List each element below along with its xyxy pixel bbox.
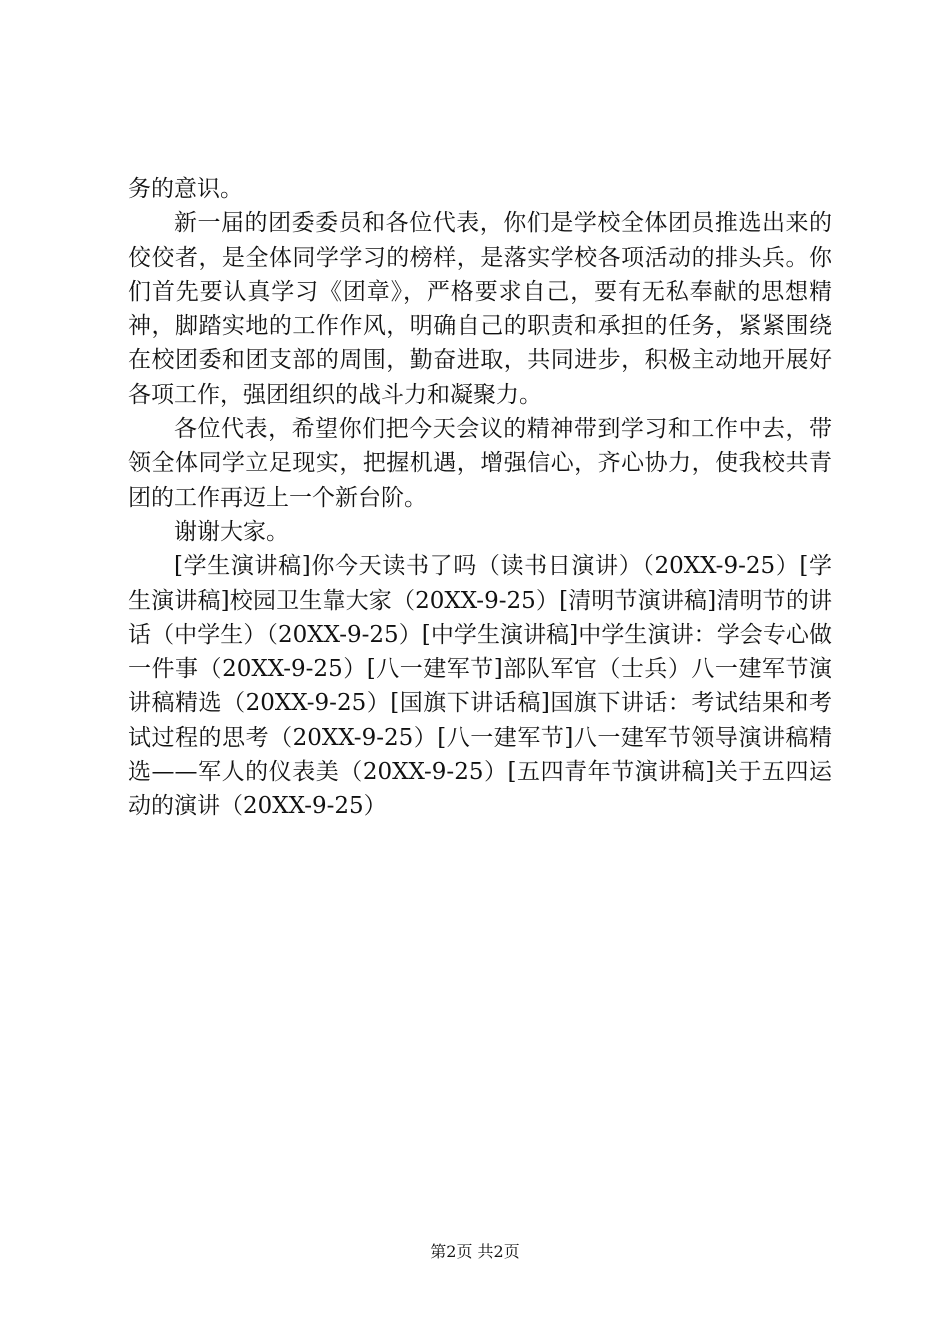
paragraph-representatives: 各位代表，希望你们把今天会议的精神带到学习和工作中去，带领全体同学立足现实，把握机遇，增强信心，齐心协力，使我校共青团的工作再迈上一个新台阶。 bbox=[128, 416, 832, 511]
document-body bbox=[128, 172, 832, 824]
page-footer: 第2页 共2页 bbox=[430, 1242, 520, 1261]
paragraph-thanks: 谢谢大家。 bbox=[174, 518, 289, 545]
paragraph-committee-members: 新一届的团委委员和各位代表，你们是学校全体团员推选出来的佼佼者，是全体同学学习的榜样，是落实学校各项活动的排头兵。你们首先要认真学习《团章》，严格要求自己，要有无私奉献的思想精神，脚踏实地的工作作风，明确自己的职责和承担的任务，紧紧围绕在校团委和团支部的周围，勤奋进取，共同进步，积极主动地开展好各项工作，强团组织的战斗力和凝聚力。 bbox=[128, 210, 832, 408]
paragraph-related-articles: [学生演讲稿]你今天读书了吗（读书日演讲）（20XX-9-25）[学生演讲稿]校园卫生靠大家（20XX-9-25）[清明节演讲稿]清明节的讲话（中学生）（20XX-9-25）[中学生演讲稿]中学生演讲：学会专心做一件事（20XX-9-25）[八一建军节]部队军官（士兵）八一建军节演讲稿精选（20XX-9-25）[国旗下讲话稿]国旗下讲话：考试结果和考试过程的思考（20XX-9-25）[八一建军节]八一建军节领导演讲稿精选——军人的仪表美（20XX-9-25）[五四青年节演讲稿]关于五四运动的演讲（20XX-9-25） bbox=[128, 553, 832, 820]
paragraph-continuation: 务的意识。 bbox=[128, 176, 243, 202]
